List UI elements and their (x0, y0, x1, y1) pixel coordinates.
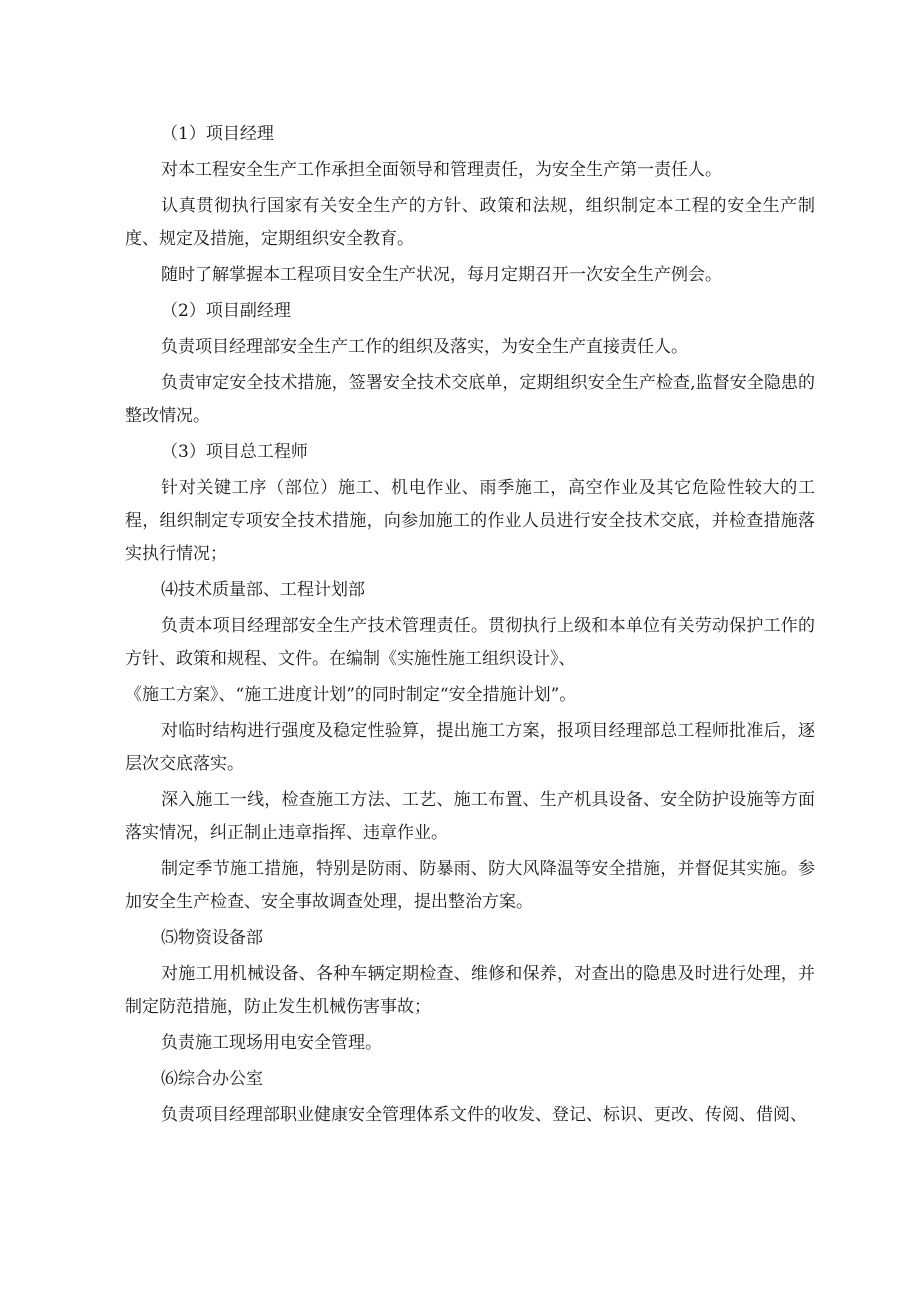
section-heading-deputy-manager: （2）项目副经理 (161, 301, 291, 321)
paragraph: 对临时结构进行强度及稳定性验算，提出施工方案，报项目经理部总工程师批准后，逐层次交底落实。 (125, 721, 815, 774)
paragraph: 对本工程安全生产工作承担全面领导和管理责任，为安全生产第一责任人。 (161, 160, 722, 180)
paragraph: 认真贯彻执行国家有关安全生产的方针、政策和法规，组织制定本工程的安全生产制度、规定及措施，定期组织安全教育。 (125, 196, 815, 249)
paragraph: 《施工方案》、“施工进度计划”的同时制定“安全措施计划”。 (125, 685, 577, 705)
section-heading-materials-equipment-dept: ⑸物资设备部 (161, 928, 263, 948)
paragraph: 负责施工现场用电安全管理。 (161, 1033, 382, 1053)
paragraph: 负责项目经理部职业健康安全管理体系文件的收发、登记、标识、更改、传阅、借阅、 (161, 1105, 807, 1125)
paragraph: 随时了解掌握本工程项目安全生产状况，每月定期召开一次安全生产例会。 (161, 265, 722, 285)
document-body (125, 118, 815, 1135)
paragraph: 深入施工一线，检查施工方法、工艺、施工布置、生产机具设备、安全防护设施等方面落实情况，纠正制止违章指挥、违章作业。 (125, 790, 815, 843)
paragraph: 制定季节施工措施，特别是防雨、防暴雨、防大风降温等安全措施，并督促其实施。参加安全生产检查、安全事故调查处理，提出整治方案。 (125, 859, 815, 912)
section-heading-tech-quality-dept: ⑷技术质量部、工程计划部 (161, 580, 365, 600)
paragraph: 负责项目经理部安全生产工作的组织及落实，为安全生产直接责任人。 (161, 337, 688, 357)
section-heading-project-manager: （1）项目经理 (161, 124, 274, 144)
section-heading-general-office: ⑹综合办公室 (161, 1069, 263, 1089)
paragraph: 负责审定安全技术措施，签署安全技术交底单，定期组织安全生产检查,监督安全隐患的整改情况。 (125, 373, 815, 426)
section-heading-chief-engineer: （3）项目总工程师 (161, 442, 308, 462)
paragraph: 针对关键工序（部位）施工、机电作业、雨季施工，高空作业及其它危险性较大的工程，组织制定专项安全技术措施，向参加施工的作业人员进行安全技术交底，并检查措施落实执行情况； (125, 478, 815, 564)
paragraph: 负责本项目经理部安全生产技术管理责任。贯彻执行上级和本单位有关劳动保护工作的方针、政策和规程、文件。在编制《实施性施工组织设计》、 (125, 616, 815, 669)
paragraph: 对施工用机械设备、各种车辆定期检查、维修和保养，对查出的隐患及时进行处理，并制定防范措施，防止发生机械伤害事故； (125, 964, 815, 1017)
